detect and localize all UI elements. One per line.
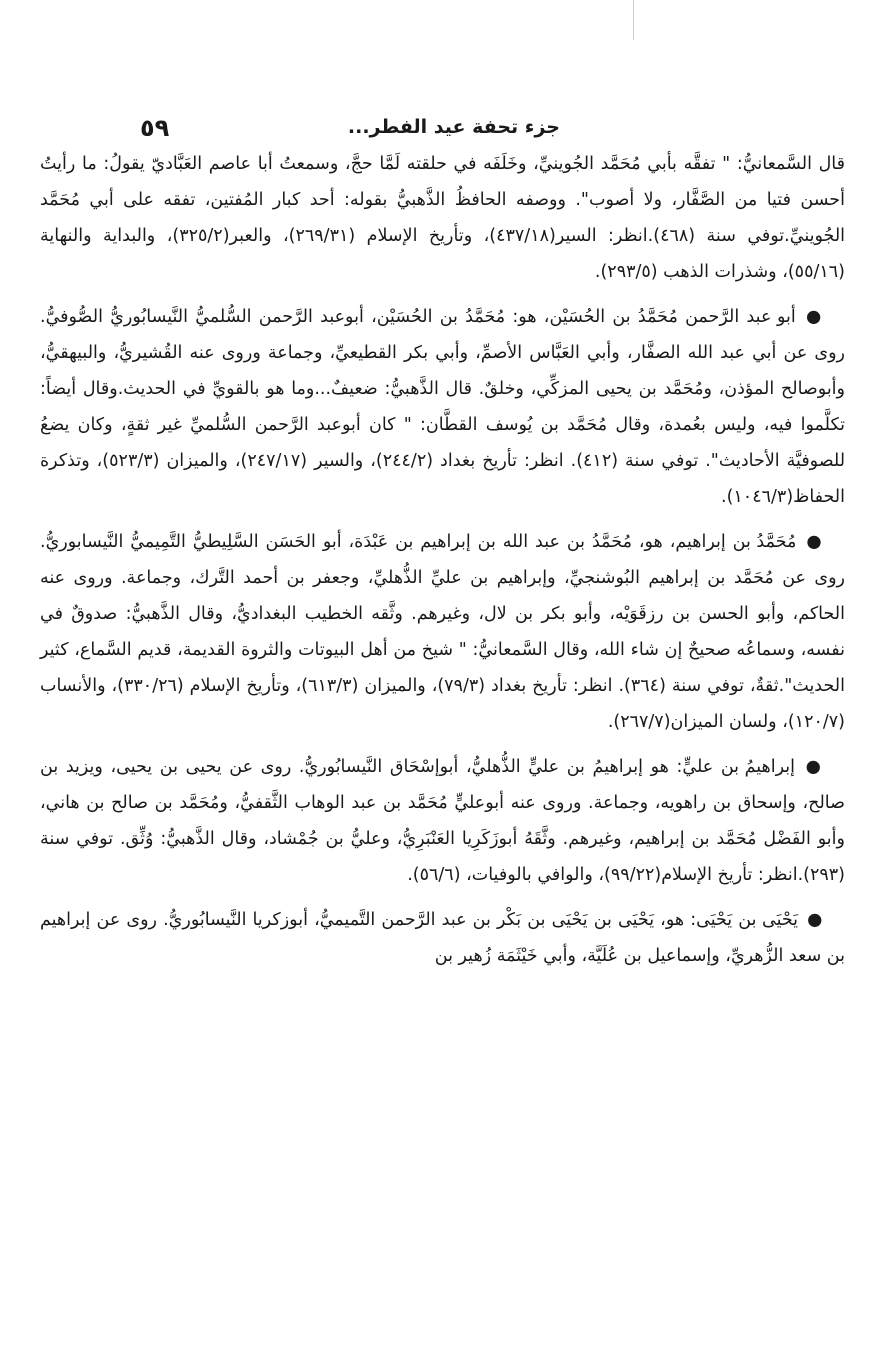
bullet-icon: ● <box>807 910 823 930</box>
paragraph-text: إبراهيمُ بن عليٍّ: هو إبراهيمُ بن عليٍّ الذُّهليُّ، أبوإسْحَاق النَّيسابُوريُّ. روى عن يحيى بن يحيى، ويزيد بن صالح، وإسحاق بن راهويه، وجماعة. وروى عنه أبوعليٍّ مُحَمَّد بن عبد الوهاب الثَّقفيُّ، ومُحَمَّد بن صالح بن هاني، وأبو الفَضْل مُحَمَّد بن إبراهيم، وغيرهم. وثَّقَهُ أبوزَكَرِيا العَنْبَرِيُّ، وعليُّ بن جُمْشاد، وقال الذَّهبيُّ: وُثِّق. توفي سنة (٢٩٣).انظر: تأريخ الإسلام(٩٩/٢٢)، والوافي بالوفيات، (٥٦/٦). <box>40 757 845 885</box>
body-text <box>40 146 845 983</box>
bullet-icon: ● <box>805 757 823 777</box>
paragraph-text: يَحْيَى بن يَحْيَى: هو، يَحْيَى بن يَحْيَى بن بَكْر بن عبد الرَّحمن التَّميميُّ، أبوزكريا النَّيسابُوريُّ. روى عن إبراهيم بن سعد الزُّهريِّ، وإسماعيل بن عُلَيَّة، وأبي خَيْثَمَة زُهير بن <box>40 910 845 966</box>
paragraph-text: أبو عبد الرَّحمن مُحَمَّدُ بن الحُسَيْن، هو: مُحَمَّدُ بن الحُسَيْن، أبوعبد الرَّحمن السُّلميُّ النَّيسابُوريُّ الصُّوفيُّ. روى عن أبي عبد الله الصفَّار، وأبي العَبَّاس الأصمِّ، وأبي بكر القطيعيِّ، وجماعة وروى عنه القُشيريُّ، والبيهقيُّ، وأبوصالح المؤذن، ومُحَمَّد بن يحيى المزكِّي، وخلقٌ. قال الذَّهبيُّ: ضعيفٌ...وما هو بالقويِّ في الحديث.وقال أيضاً: تكلَّموا فيه، وليس بعُمدة، وقال مُحَمَّد بن يُوسف القطَّان: " كان أبوعبد الرَّحمن السُّلميِّ غير ثقةٍ، وكان يضعُ للصوفيَّة الأحاديث". توفي سنة (٤١٢). انظر: تأريخ بغداد (٢٤٤/٢)، والسير (٢٤٧/١٧)، والميزان (٥٢٣/٣)، وتذكرة الحفاظ(١٠٤٦/٣). <box>40 307 846 507</box>
page-number: ٥٩ <box>140 114 170 142</box>
biography-entry <box>40 299 845 515</box>
paragraph-text: مُحَمَّدُ بن إبراهيم، هو، مُحَمَّدُ بن عبد الله بن إبراهيم بن عَبْدَة، أبو الحَسَن السَّلِيطيُّ التَّمِيميُّ النَّيسابوريُّ. روى عن مُحَمَّد بن إبراهيم البُوشنجيِّ، وإبراهيم بن عليِّ الذُّهليِّ، وجعفر بن أحمد التَّرك، وجماعة. وروى عنه الحاكم، وأبو الحسن بن رزقَوَيْه، وأبو بكر بن لال، وغيرهم. وثَّقه الخطيب البغداديُّ، وقال الذَّهبيُّ: صدوقٌ في نفسه، وسماعُه صحيحٌ إن شاء الله، وقال السَّمعانيُّ: " شيخ من أهل البيوتات والثروة القديمة، قديم السَّماع، كثير الحديث".ثقةٌ، توفي سنة (٣٦٤). انظر: تأريخ بغداد (٧٩/٣)، والميزان (٦١٣/٣)، وتأريخ الإسلام (٣٣٠/٢٦)، والأنساب (١٢٠/٧)، ولسان الميزان(٢٦٧/٧). <box>40 532 845 732</box>
biography-entry <box>40 902 845 974</box>
paragraph-text: قال السَّمعانيُّ: " تفقَّه بأبي مُحَمَّد الجُوينيِّ، وخَلَفَه في حلقته لَمَّا حجَّ، وسمعتُ أبا عاصم العَبَّاديّ يقولُ: ما رأيتُ أحسن فتيا من الصَّفَّار، ولا أصوب". ووصفه الحافظُ الذَّهبيُّ بقوله: أحد كبار المُفتين، تفقه على أبي مُحَمَّد الجُوينيِّ.توفي سنة (٤٦٨).انظر: السير(٤٣٧/١٨)، وتأريخ الإسلام (٢٦٩/٣١)، والعبر(٣٢٥/٢)، والبداية والنهاية (٥٥/١٦)، وشذرات الذهب (٢٩٣/٥). <box>40 154 846 282</box>
page-fold-line <box>633 0 634 40</box>
biography-entry <box>40 524 845 740</box>
running-title: جزء تحفة عيد الفطر... <box>347 116 560 138</box>
bullet-icon: ● <box>806 307 823 327</box>
footnote-paragraph <box>40 146 845 290</box>
bullet-icon: ● <box>806 532 823 552</box>
page-header <box>140 112 840 148</box>
biography-entry <box>40 749 845 893</box>
